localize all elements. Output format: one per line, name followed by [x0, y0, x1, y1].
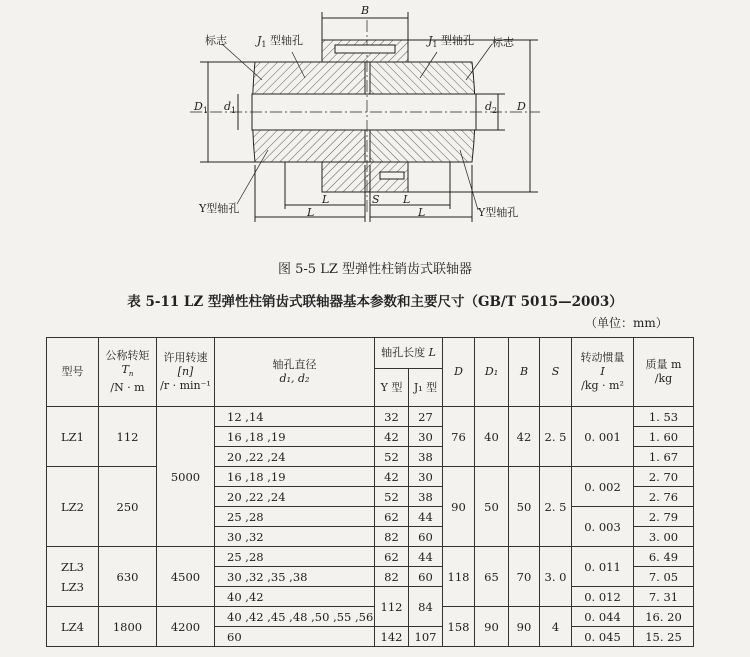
header-D1: D₁: [475, 338, 509, 407]
d1-sub: 1: [231, 106, 237, 116]
header-S: S: [540, 338, 572, 407]
mass-cell: 2. 70: [634, 467, 694, 487]
speed-symbol: [n]: [177, 365, 194, 378]
inertia-unit: /kg · m²: [581, 379, 624, 392]
length-title: 轴孔长度: [381, 346, 426, 359]
mass-cell: 1. 67: [634, 447, 694, 467]
inertia-cell: 0. 003: [572, 507, 634, 547]
header-model: 型号: [47, 338, 99, 407]
inertia-cell: 0. 001: [572, 407, 634, 467]
mass-cell: 1. 53: [634, 407, 694, 427]
D1-letter: D: [194, 100, 203, 113]
model-b: LZ3: [61, 579, 84, 594]
bore-symbol: d₁, d₂: [279, 372, 310, 385]
dim-D1-label: [194, 100, 208, 115]
torque-cell: 250: [99, 467, 157, 547]
D-cell: 90: [443, 467, 475, 547]
header-torque: [99, 338, 157, 407]
torque-cell: 112: [99, 407, 157, 467]
bore-cell: 12 ,14: [215, 407, 375, 427]
mass-cell: 16. 20: [634, 607, 694, 627]
header-length: [375, 338, 443, 369]
j1-length-cell: 60: [409, 567, 443, 587]
mass-cell: 6. 49: [634, 547, 694, 567]
dim-D-label: D: [517, 100, 526, 113]
figure-caption: 图 5-5 LZ 型弹性柱销齿式联轴器: [278, 262, 472, 277]
S-cell: 2. 5: [540, 467, 572, 547]
speed-unit: /r · min⁻¹: [160, 379, 211, 392]
j1-rest: 型轴孔: [266, 34, 304, 47]
y-length-cell: 62: [375, 547, 409, 567]
table-row: [47, 547, 694, 567]
header-inertia: [572, 338, 634, 407]
dim-L-label-4: L: [418, 206, 426, 219]
bore-cell: 16 ,18 ,19: [215, 467, 375, 487]
model-a: ZL3: [61, 559, 84, 574]
mass-cell: 7. 31: [634, 587, 694, 607]
header-D: D: [443, 338, 475, 407]
speed-cell: 4500: [157, 547, 215, 607]
torque-sub: n: [128, 370, 134, 379]
j1-sub: 1: [261, 40, 267, 50]
D-cell: 158: [443, 607, 475, 647]
speed-cell: 4200: [157, 607, 215, 647]
j1-letter: J: [257, 34, 262, 47]
j1-rest: 型轴孔: [437, 34, 475, 47]
bore-cell: 20 ,22 ,24: [215, 447, 375, 467]
length-symbol: L: [428, 346, 436, 359]
table-row: [47, 607, 694, 627]
header-row-1: [47, 338, 694, 369]
parameter-table: [46, 337, 694, 647]
coupling-drawing: [0, 0, 750, 250]
y-bore-label-right: Y型轴孔: [478, 206, 519, 219]
torque-title: 公称转矩: [105, 348, 150, 362]
mass-cell: 3. 00: [634, 527, 694, 547]
y-length-cell: 112: [375, 587, 409, 627]
bore-cell: 16 ,18 ,19: [215, 427, 375, 447]
j1-length-cell: 38: [409, 487, 443, 507]
torque-symbol: [99, 363, 156, 381]
header-mass: [634, 338, 694, 407]
bore-cell: 60: [215, 627, 375, 647]
inertia-symbol: I: [600, 365, 605, 378]
y-length-cell: 42: [375, 467, 409, 487]
speed-title: 许用转速: [163, 351, 208, 364]
mark-label-left: 标志: [205, 34, 227, 47]
S-cell: 4: [540, 607, 572, 647]
j1-length-cell: 30: [409, 467, 443, 487]
B-cell: 50: [509, 467, 540, 547]
S-cell: 2. 5: [540, 407, 572, 467]
j1-sub: 1: [432, 40, 438, 50]
model-cell: LZ2: [47, 467, 99, 547]
dim-L-label-1: L: [322, 193, 330, 206]
dim-d2-label: [485, 100, 497, 115]
j1-length-cell: 27: [409, 407, 443, 427]
table-row: [47, 467, 694, 487]
dim-B-label: B: [361, 4, 370, 17]
y-length-cell: 62: [375, 507, 409, 527]
D-cell: 76: [443, 407, 475, 467]
j1-length-cell: 84: [409, 587, 443, 627]
header-y-type: Y 型: [375, 369, 409, 407]
inertia-cell: 0. 002: [572, 467, 634, 507]
mass-title: 质量 m: [645, 358, 682, 371]
j1-letter: J: [428, 34, 433, 47]
model-cell: LZ1: [47, 407, 99, 467]
B-cell: 42: [509, 407, 540, 467]
header-B: B: [509, 338, 540, 407]
d2-letter: d: [485, 100, 493, 113]
D1-cell: 40: [475, 407, 509, 467]
B-cell: 90: [509, 607, 540, 647]
bore-cell: 30 ,32: [215, 527, 375, 547]
y-length-cell: 52: [375, 487, 409, 507]
j1-length-cell: 44: [409, 547, 443, 567]
dim-L-label-2: L: [307, 206, 315, 219]
dim-L-label-3: L: [403, 193, 411, 206]
bore-cell: 40 ,42: [215, 587, 375, 607]
j1-length-cell: 107: [409, 627, 443, 647]
table-title: 表 5-11 LZ 型弹性柱销齿式联轴器基本参数和主要尺寸（GB/T 5015—2003）: [127, 294, 623, 310]
bore-title: 轴孔直径: [272, 358, 317, 371]
header-j1-type: J₁ 型: [409, 369, 443, 407]
bore-cell: 40 ,42 ,45 ,48 ,50 ,55 ,56: [215, 607, 375, 627]
speed-cell: 5000: [157, 407, 215, 547]
unit-note: （单位：mm）: [585, 316, 668, 330]
y-length-cell: 42: [375, 427, 409, 447]
inertia-title: 转动惯量: [580, 351, 625, 364]
mark-label-right: 标志: [492, 36, 514, 49]
mass-cell: 7. 05: [634, 567, 694, 587]
dim-d1-label: [224, 100, 236, 115]
j1-length-cell: 30: [409, 427, 443, 447]
j1-bore-label-left: [257, 32, 303, 49]
D1-cell: 90: [475, 607, 509, 647]
header-bore: [215, 338, 375, 407]
inertia-cell: 0. 012: [572, 587, 634, 607]
inertia-cell: 0. 011: [572, 547, 634, 587]
y-length-cell: 82: [375, 527, 409, 547]
j1-length-cell: 44: [409, 507, 443, 527]
D-cell: 118: [443, 547, 475, 607]
y-length-cell: 142: [375, 627, 409, 647]
dim-S-label: S: [372, 193, 380, 206]
inertia-cell: 0. 045: [572, 627, 634, 647]
mass-cell: 2. 79: [634, 507, 694, 527]
j1-bore-label-right: [428, 32, 474, 49]
y-length-cell: 82: [375, 567, 409, 587]
S-cell: 3. 0: [540, 547, 572, 607]
torque-cell: 1800: [99, 607, 157, 647]
bore-cell: 20 ,22 ,24: [215, 487, 375, 507]
table-row: [47, 407, 694, 427]
B-cell: 70: [509, 547, 540, 607]
bore-cell: 30 ,32 ,35 ,38: [215, 567, 375, 587]
D1-sub: 1: [202, 106, 208, 116]
bore-cell: 25 ,28: [215, 507, 375, 527]
y-bore-label-left: Y型轴孔: [199, 202, 240, 215]
bore-cell: 25 ,28: [215, 547, 375, 567]
d2-sub: 2: [492, 106, 498, 116]
d1-letter: d: [224, 100, 232, 113]
torque-cell: 630: [99, 547, 157, 607]
mass-cell: 15. 25: [634, 627, 694, 647]
model-cell: LZ4: [47, 607, 99, 647]
mass-unit: /kg: [654, 372, 673, 385]
D1-cell: 50: [475, 467, 509, 547]
mass-cell: 1. 60: [634, 427, 694, 447]
j1-length-cell: 60: [409, 527, 443, 547]
j1-length-cell: 38: [409, 447, 443, 467]
mass-cell: 2. 76: [634, 487, 694, 507]
inertia-cell: 0. 044: [572, 607, 634, 627]
D1-cell: 65: [475, 547, 509, 607]
torque-unit: /N · m: [110, 381, 145, 395]
y-length-cell: 32: [375, 407, 409, 427]
header-speed: [157, 338, 215, 407]
model-cell: [47, 547, 99, 607]
y-length-cell: 52: [375, 447, 409, 467]
torque-sym: T: [121, 362, 129, 376]
